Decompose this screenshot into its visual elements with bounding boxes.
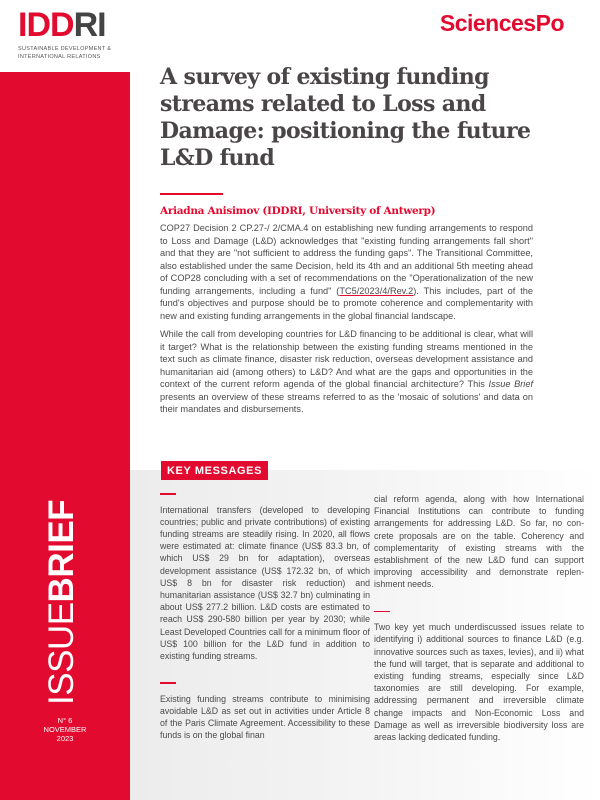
document-reference-link[interactable]: TC5/2023/4/Rev.2 — [339, 285, 414, 296]
intro-paragraph-2: While the call from developing countries for L&D financing to be additional is clear, what will it target? What is the relationship between the existing funding streams mentioned in the text such as climate finance, disaster risk reduction, overseas development assistance and humanitarian aid (among others) to L&D? And what are the gaps and opportunities in the context of the current reform agenda of the global financial architecture? This Issue Brief presents an overview of these streams referred to as the 'mosaic of solutions' and data on their mandates and disbursements. — [160, 329, 534, 414]
intro-paragraph-1: COP27 Decision 2 CP.27-/ 2/CMA.4 on establishing new funding arrangements to respond to Loss and Damage (L&D) acknowledges that "existing funding arrangements fall short" and that they are "not sufficient to address the funding gaps". The Transitional Committee, also established under the same Decision, held its 4th and an additional 5th meeting ahead of COP28 concluding with a set of recommendations on the "Operationalization of the new funding arrangements, including a fund" (TC5/2023/4/Rev.2). This includes, part of the fund's objectives and purpose should be to promote coherence and complementarity with new and existing funding arrangements in the global financial landscape. — [160, 223, 533, 321]
key-message-1: International transfers (developed to developing countries; public and private contributions) of existing funding streams are steadily rising. In 2020, all flows were estimated at: climate finance (US$ 83.3 bn, of which US$ 29 bn for adaptation), overseas development assistance (US$ 172.32 bn, of which US$ 8 bn for disaster risk reduction) and humanitarian assistance (US$ 32.7 bn) culminating in about US$ 277.2 billion. L&D costs are estimated to reach US$ 290-580 billion per year by 2030; while Least Developed Countries call for a minimum floor of US$ 100 billion for the L&D fund in addition to existing funding streams. — [160, 504, 370, 661]
issue-month: NOVEMBER — [43, 725, 87, 734]
message-divider — [374, 611, 390, 613]
key-messages-column-2 — [374, 493, 584, 743]
key-messages-heading: KEY MESSAGES — [161, 461, 268, 480]
article-title: A survey of existing funding streams related to Loss and Damage: positioning the future L&D fund — [160, 64, 531, 171]
message-divider — [160, 493, 176, 495]
key-message-3: Two key yet much underdiscussed issues relate to identifying i) additional sources to finance L&D (e.g. innovative sources such as taxes, levies), and ii) what the fund will target, that is separate and additional to existing funding streams, especially since L&D taxonomies are still developing. For example, addressing permanent and irreversible climate change impacts and Non-Economic Loss and Damage as well as irreversible biodiversity loss are areas lacking dedicated funding. — [374, 622, 584, 742]
issue-meta — [0, 716, 130, 743]
author-line: Ariadna Anisimov (IDDRI, University of Antwerp) — [160, 205, 436, 217]
sciencespo-logo: SciencesPo — [439, 10, 564, 36]
iddri-tagline: SUSTAINABLE DEVELOPMENT & INTERNATIONAL RELATIONS — [18, 46, 112, 60]
title-divider — [160, 193, 223, 195]
iddri-logo — [18, 8, 111, 61]
iddri-wordmark: IDDRI — [18, 6, 106, 44]
key-messages-column-1 — [160, 493, 370, 741]
key-message-2-part-2: cial reform agenda, along with how International Financial Institutions can contribute to funding arrangements for addressing L&D. So far, no concrete proposals are on the table. Coherency and complementarity of existing streams with the establishment of the new L&D fund can support improving accessibility and demonstrate replenishment needs. — [374, 494, 584, 590]
issue-number: N° 6 — [57, 716, 73, 725]
message-divider — [160, 682, 176, 684]
intro-text — [160, 222, 533, 422]
issue-brief-label: ISSUEBRIEF — [42, 499, 81, 705]
key-message-2-part-1: Existing funding streams contribute to minimising avoidable L&D as set out in activities under Article 8 of the Paris Climate Agreement. Accessibility to these funds is on the global finan — [160, 693, 370, 741]
issue-year: 2023 — [56, 734, 74, 743]
